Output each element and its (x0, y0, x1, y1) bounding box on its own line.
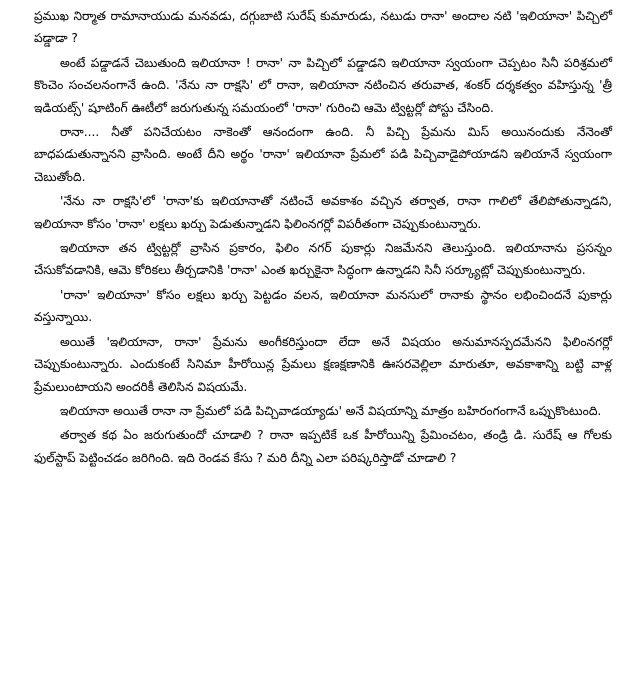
paragraph-8: ఇలియానా అయితే రానా నా ప్రేమలో పడి పిచ్చివాడయ్యాడు' అనే విషయాన్ని మాత్రం బహిరంగంగానే ఒప్పుకొంటుంది. (60, 403, 602, 418)
paragraph-3: రానా.... నీతో పనిచేయటం నాకెంతో ఆనందంగా ఉంది. నీ పిచ్చి ప్రేమను మిస్ అయినందుకు నేనెంతో బాధపడుతున్నానని వ్రాసింది. అంటే దీని అర్థం 'రానా' ఇలియానా ప్రేమలో పడి పిచ్చివాడైపోయాడని ఇలియానే స్వయంగా చెబుతోంది. (34, 125, 612, 184)
paragraph-5: ఇలియానా తన ట్విట్టర్లో వ్రాసిన ప్రకారం, ఫిలిం నగర్ పుకార్లు నిజమేనని తెలుస్తుంది. ఇలియానాను ప్రసన్నం చేసుకోవడానికి, ఆమె కోరికలు తీర్చడానికి 'రానా' ఎంత ఖర్చుకైనా సిద్ధంగా ఉన్నాడని సినీ సర్క్యూట్లో చెప్పుకుంటున్నారు. (34, 241, 612, 278)
paragraph-2: అంటే పడ్డాడనే చెబుతుంది ఇలియానా ! రానా' నా పిచ్చిలో పడ్డాడని ఇలియానా స్వయంగా చెప్పటం సినీ పరిశ్రమలో కొంచెం సంచలనంగానే ఉంది. 'నేను నా రాక్షసి' లో రానా, ఇలియానా నటించిన తరువాత, శంకర్ దర్శకత్వం వహిస్తున్న 'త్రీ ఇడియట్స్' షూటింగ్ ఊటీలో జరుగుతున్న సమయంలో 'రానా' గురించి ఆమె ట్విట్టర్లో పోస్టు చేసింది. (34, 55, 612, 115)
paragraph-7: అయితే 'ఇలియానా, రానా' ప్రేమను అంగీకరిస్తుందా లేదా అనే విషయం అనుమానస్పదమేనని ఫిలింనగర్లో చెప్పుకుంటున్నారు. ఎందుకంటే సినిమా హీరోయిన్ల ప్రేమలు క్షణక్షణానికి ఊసరవెల్లిలా మారుతూ, అవకాశాన్ని బట్టి వాళ్ల ప్రేమలుంటాయని అందరికీ తెలిసిన విషయమే. (34, 334, 612, 394)
paragraph-4: 'నేను నా రాక్షసి'లో 'రానా'కు ఇలియానాతో నటించే అవకాశం వచ్చిన తర్వాత, రానా గాలిలో తేలిపోతున్నాడని, ఇలియానా కోసం 'రానా' లక్షలు ఖర్చు పెడుతున్నాడని ఫిలింనగర్లో విపరీతంగా చెప్పుకుంటున్నారు. (34, 194, 612, 231)
article-body (34, 5, 612, 471)
paragraph-6: 'రానా' ఇలియానా' కోసం లక్షలు ఖర్చు పెట్టడం వలన, ఇలియానా మనసులో రానాకు స్థానం లభించిందనే పుకార్లు వస్తున్నాయి. (34, 287, 612, 325)
paragraph-1: ప్రముఖ నిర్మాత రామానాయుడు మనవడు, దగ్గుబాటి సురేష్ కుమారుడు, నటుడు రానా' అందాల నటి 'ఇలియానా' పిచ్చిలో పడ్డాడా ? (34, 9, 612, 46)
paragraph-9: తర్వాత కథ ఏం జరుగుతుందో చూడాలి ? రానా ఇప్పటికే ఒక హీరోయిన్ని ప్రేమించటం, తండ్రి డి. సురేష్ ఆ గోలకు ఫుల్‌స్టాప్ పెట్టించడం జరిగింది. ఇది రెండవ కేసు ? మరి దీన్ని ఎలా పరిష్కరిస్తాడో చూడాలి ? (34, 428, 612, 465)
